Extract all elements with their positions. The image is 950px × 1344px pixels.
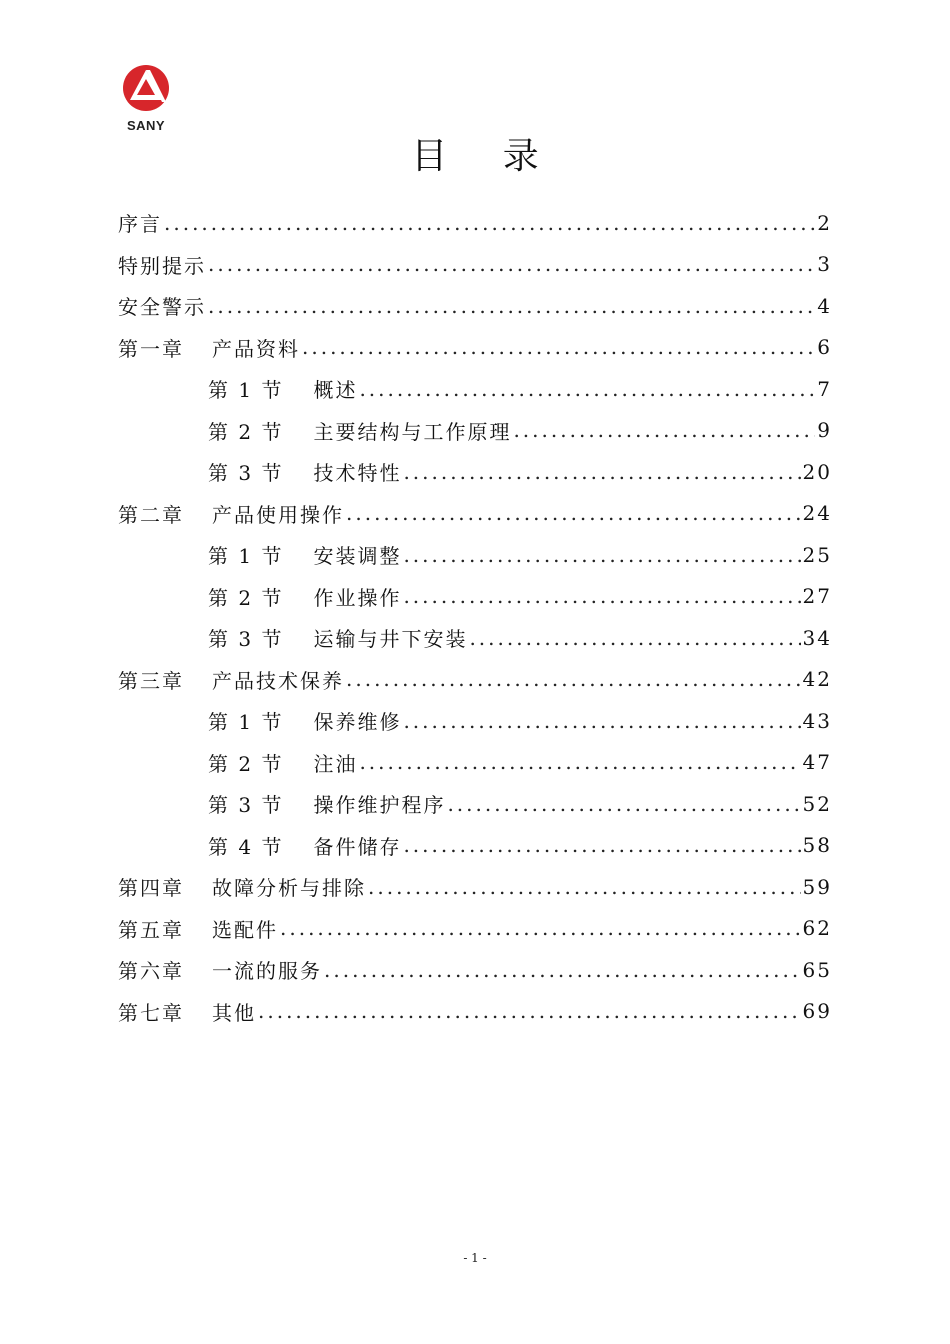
toc-entry-number: 第三章 — [118, 668, 184, 693]
toc-entry-number: 第 3 节 — [208, 793, 284, 818]
toc-leader-dots — [208, 294, 815, 318]
toc-leader-dots — [403, 584, 800, 608]
toc-section-row[interactable] — [118, 783, 832, 825]
toc-page-number: 42 — [802, 667, 832, 692]
toc-section-row[interactable] — [118, 410, 832, 452]
toc-page-number: 69 — [802, 999, 832, 1024]
toc-entry-label — [208, 457, 401, 486]
toc-entry-title: 主要结构与工作原理 — [313, 419, 512, 444]
toc-entry-number: 第六章 — [118, 959, 184, 984]
toc-leader-dots — [346, 667, 801, 691]
toc-chapter-row[interactable] — [118, 659, 832, 701]
toc-entry-label — [118, 208, 162, 237]
toc-entry-label — [208, 623, 467, 652]
toc-entry-number: 第 4 节 — [208, 834, 284, 859]
toc-entry-number: 第一章 — [118, 336, 184, 361]
toc-entry-title: 保养维修 — [313, 710, 402, 735]
page-title: 目 录 — [411, 136, 561, 177]
toc-chapter-row[interactable] — [118, 949, 832, 991]
toc-entry-row[interactable] — [118, 244, 832, 286]
toc-leader-dots — [403, 833, 800, 857]
toc-page-number: 43 — [802, 708, 832, 733]
logo-wordmark: SANY — [126, 118, 166, 133]
toc-entry-number: 第七章 — [118, 1000, 184, 1025]
toc-entry-label — [208, 789, 445, 818]
toc-entry-title: 产品技术保养 — [212, 668, 344, 693]
toc-entry-title: 技术特性 — [313, 461, 402, 486]
toc-entry-label — [118, 250, 206, 279]
toc-chapter-row[interactable] — [118, 493, 832, 535]
toc-entry-title: 其他 — [212, 1000, 256, 1025]
toc-entry-label — [208, 582, 401, 611]
toc-entry-title: 安全警示 — [118, 295, 206, 320]
toc-leader-dots — [403, 543, 800, 567]
toc-leader-dots — [368, 875, 801, 899]
toc-entry-label — [118, 665, 344, 694]
toc-section-row[interactable] — [118, 742, 832, 784]
toc-entry-label — [118, 872, 366, 901]
toc-section-row[interactable] — [118, 451, 832, 493]
toc-leader-dots — [302, 335, 815, 359]
toc-page-number: 9 — [817, 418, 832, 443]
toc-leader-dots — [164, 211, 815, 235]
toc-page-number: 65 — [802, 957, 832, 982]
toc-entry-title: 序言 — [118, 212, 162, 237]
sany-logo — [112, 62, 180, 138]
toc-entry-label — [208, 831, 401, 860]
toc-entry-title: 备件储存 — [313, 834, 402, 859]
toc-entry-title: 故障分析与排除 — [212, 876, 366, 901]
toc-chapter-row[interactable] — [118, 866, 832, 908]
toc-section-row[interactable] — [118, 368, 832, 410]
toc-section-row[interactable] — [118, 534, 832, 576]
toc-page-number: 4 — [817, 293, 832, 318]
toc-entry-label — [208, 374, 357, 403]
toc-page-number: 58 — [802, 833, 832, 858]
toc-entry-label — [118, 333, 300, 362]
toc-page-number: 7 — [817, 376, 832, 401]
toc-entry-title: 特别提示 — [118, 253, 206, 278]
toc-page-number: 27 — [802, 584, 832, 609]
toc-entry-label — [208, 416, 511, 445]
toc-page-number: 34 — [802, 625, 832, 650]
toc-entry-label — [118, 499, 344, 528]
toc-entry-row[interactable] — [118, 285, 832, 327]
toc-entry-number: 第 1 节 — [208, 544, 284, 569]
toc-entry-label — [208, 706, 401, 735]
sany-logo-icon — [112, 62, 180, 118]
toc-entry-number: 第 2 节 — [208, 419, 284, 444]
toc-entry-number: 第 1 节 — [208, 378, 284, 403]
toc-chapter-row[interactable] — [118, 327, 832, 369]
toc-entry-number: 第四章 — [118, 876, 184, 901]
toc-entry-title: 选配件 — [212, 917, 278, 942]
toc-entry-title: 安装调整 — [313, 544, 402, 569]
toc-section-row[interactable] — [118, 700, 832, 742]
toc-entry-title: 作业操作 — [313, 585, 402, 610]
toc-entry-title: 一流的服务 — [212, 959, 322, 984]
page-number: - 1 - — [463, 1251, 487, 1265]
toc-page-number: 2 — [817, 210, 832, 235]
toc-entry-label — [118, 997, 256, 1026]
toc-entry-number: 第 3 节 — [208, 627, 284, 652]
toc-section-row[interactable] — [118, 825, 832, 867]
toc-entry-title: 运输与井下安装 — [313, 627, 468, 652]
toc-page-number: 6 — [817, 335, 832, 360]
toc-leader-dots — [359, 377, 815, 401]
toc-entry-label — [118, 291, 206, 320]
toc-page-number: 25 — [802, 542, 832, 567]
toc-leader-dots — [403, 709, 800, 733]
toc-page-number: 3 — [817, 252, 832, 277]
toc-leader-dots — [324, 958, 801, 982]
toc-entry-number: 第 1 节 — [208, 710, 284, 735]
toc-entry-title: 产品使用操作 — [212, 502, 344, 527]
toc-entry-label — [118, 914, 278, 943]
toc-section-row[interactable] — [118, 617, 832, 659]
toc-entry-number: 第五章 — [118, 917, 184, 942]
toc-entry-title: 注油 — [313, 751, 358, 776]
toc-page-number: 52 — [802, 791, 832, 816]
toc-leader-dots — [280, 916, 801, 940]
toc-leader-dots — [359, 750, 800, 774]
toc-section-row[interactable] — [118, 576, 832, 618]
toc-entry-number: 第 2 节 — [208, 751, 284, 776]
toc-page-number: 47 — [802, 750, 832, 775]
toc-leader-dots — [208, 252, 815, 276]
toc-entry-label — [208, 540, 401, 569]
toc-entry-title: 产品资料 — [212, 336, 300, 361]
toc-entry-row[interactable] — [118, 202, 832, 244]
toc-page-number: 24 — [802, 501, 832, 526]
toc-entry-title: 概述 — [313, 378, 358, 403]
toc-chapter-row[interactable] — [118, 991, 832, 1033]
toc-chapter-row[interactable] — [118, 908, 832, 950]
toc-page-number: 62 — [802, 916, 832, 941]
toc-leader-dots — [258, 999, 801, 1023]
toc-entry-label — [208, 748, 357, 777]
toc-page-number: 20 — [802, 459, 832, 484]
toc-page-number: 59 — [802, 874, 832, 899]
toc-entry-number: 第 2 节 — [208, 585, 284, 610]
toc-entry-title: 操作维护程序 — [313, 793, 446, 818]
toc-leader-dots — [513, 418, 815, 442]
toc-leader-dots — [403, 460, 800, 484]
toc-entry-number: 第 3 节 — [208, 461, 284, 486]
toc-entry-label — [118, 955, 322, 984]
toc-leader-dots — [447, 792, 800, 816]
toc-leader-dots — [469, 626, 800, 650]
toc-entry-number: 第二章 — [118, 502, 184, 527]
toc-leader-dots — [346, 501, 801, 525]
table-of-contents — [118, 202, 832, 1032]
